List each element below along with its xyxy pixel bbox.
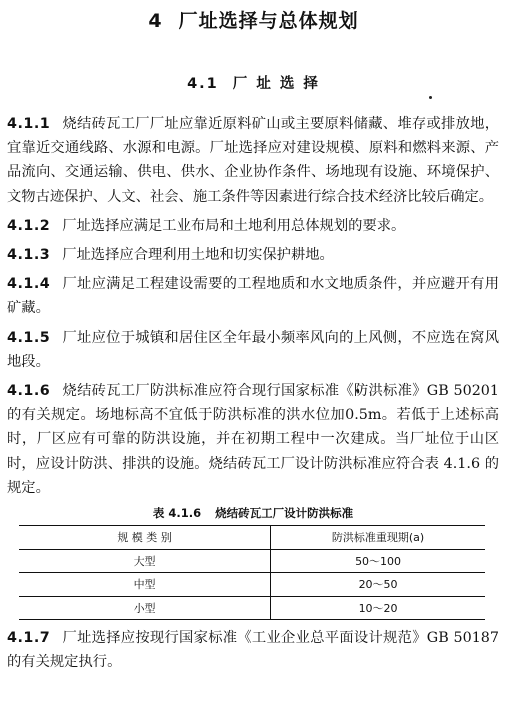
clause-4-1-1 — [7, 112, 499, 209]
clause-text: 厂址应满足工程建设需要的工程地质和水文地质条件，并应避开有用矿藏。 — [7, 276, 499, 317]
table-number: 表 4.1.6 — [152, 506, 202, 521]
table-caption — [7, 505, 499, 521]
table-cell: 大型 — [19, 549, 271, 573]
table-cell: 50～100 — [271, 549, 485, 573]
section-number: 4.1 — [187, 76, 219, 92]
chapter-number: 4 — [148, 10, 163, 32]
clause-number: 4.1.5 — [7, 329, 51, 346]
table-cell: 中型 — [19, 573, 271, 597]
document-body — [7, 112, 499, 679]
clause-4-1-3 — [7, 243, 499, 267]
clause-4-1-5 — [7, 326, 499, 374]
clause-text: 厂址选择应按现行国家标准《工业企业总平面设计规范》GB 50187 的有关规定执行。 — [7, 630, 499, 671]
clause-number: 4.1.4 — [7, 276, 51, 293]
clause-number: 4.1.6 — [7, 383, 51, 400]
table-row — [19, 549, 485, 573]
table-title: 烧结砖瓦工厂设计防洪标准 — [215, 506, 354, 521]
clause-text: 厂址选择应满足工业布局和土地利用总体规划的要求。 — [62, 217, 406, 234]
scan-speck — [429, 96, 432, 99]
section-title-text: 厂 址 选 择 — [232, 76, 320, 92]
table-header-row — [19, 526, 485, 550]
table-row — [19, 596, 485, 620]
clause-4-1-6 — [7, 379, 499, 500]
table-row — [19, 573, 485, 597]
clause-text: 厂址选择应合理利用土地和切实保护耕地。 — [62, 247, 334, 264]
clause-4-1-4 — [7, 272, 499, 320]
chapter-title-text: 厂址选择与总体规划 — [178, 10, 359, 32]
section-title — [0, 72, 507, 93]
clause-number: 4.1.3 — [7, 247, 51, 264]
chapter-title — [0, 6, 507, 33]
clause-text: 烧结砖瓦工厂厂址应靠近原料矿山或主要原料储藏、堆存或排放地，宜靠近交通线路、水源和电源。厂址选择应对建设规模、原料和燃料来源、产品流向、交通运输、供电、供水、企业协作条件、场地现有设施、环境保护、文物古迹保护、人文、社会、施工条件等因素进行综合技术经济比较后确定。 — [7, 116, 499, 205]
clause-text: 厂址应位于城镇和居住区全年最小频率风向的上风侧，不应选在窝风地段。 — [7, 329, 499, 370]
table-cell: 20～50 — [271, 573, 485, 597]
clause-4-1-7 — [7, 626, 499, 674]
clause-number: 4.1.7 — [7, 630, 51, 647]
column-header-return-period: 防洪标准重现期(a) — [271, 526, 485, 550]
clause-4-1-2 — [7, 214, 499, 238]
clause-text: 烧结砖瓦工厂防洪标准应符合现行国家标准《防洪标准》GB 50201 的有关规定。场地标高不宜低于防洪标准的洪水位加0.5m。若低于上述标高时，厂区应有可靠的防洪设施，并在初期工程中一次建成。当厂址位于山区时，应设计防洪、排洪的设施。烧结砖瓦工厂设计防洪标准应符合表 4.1.6 的规定。 — [7, 383, 499, 496]
clause-number: 4.1.2 — [7, 217, 51, 234]
table-cell: 10～20 — [271, 596, 485, 620]
flood-standard-table — [19, 525, 485, 620]
clause-number: 4.1.1 — [7, 116, 51, 132]
column-header-scale: 规 模 类 别 — [19, 526, 271, 550]
table-cell: 小型 — [19, 596, 271, 620]
